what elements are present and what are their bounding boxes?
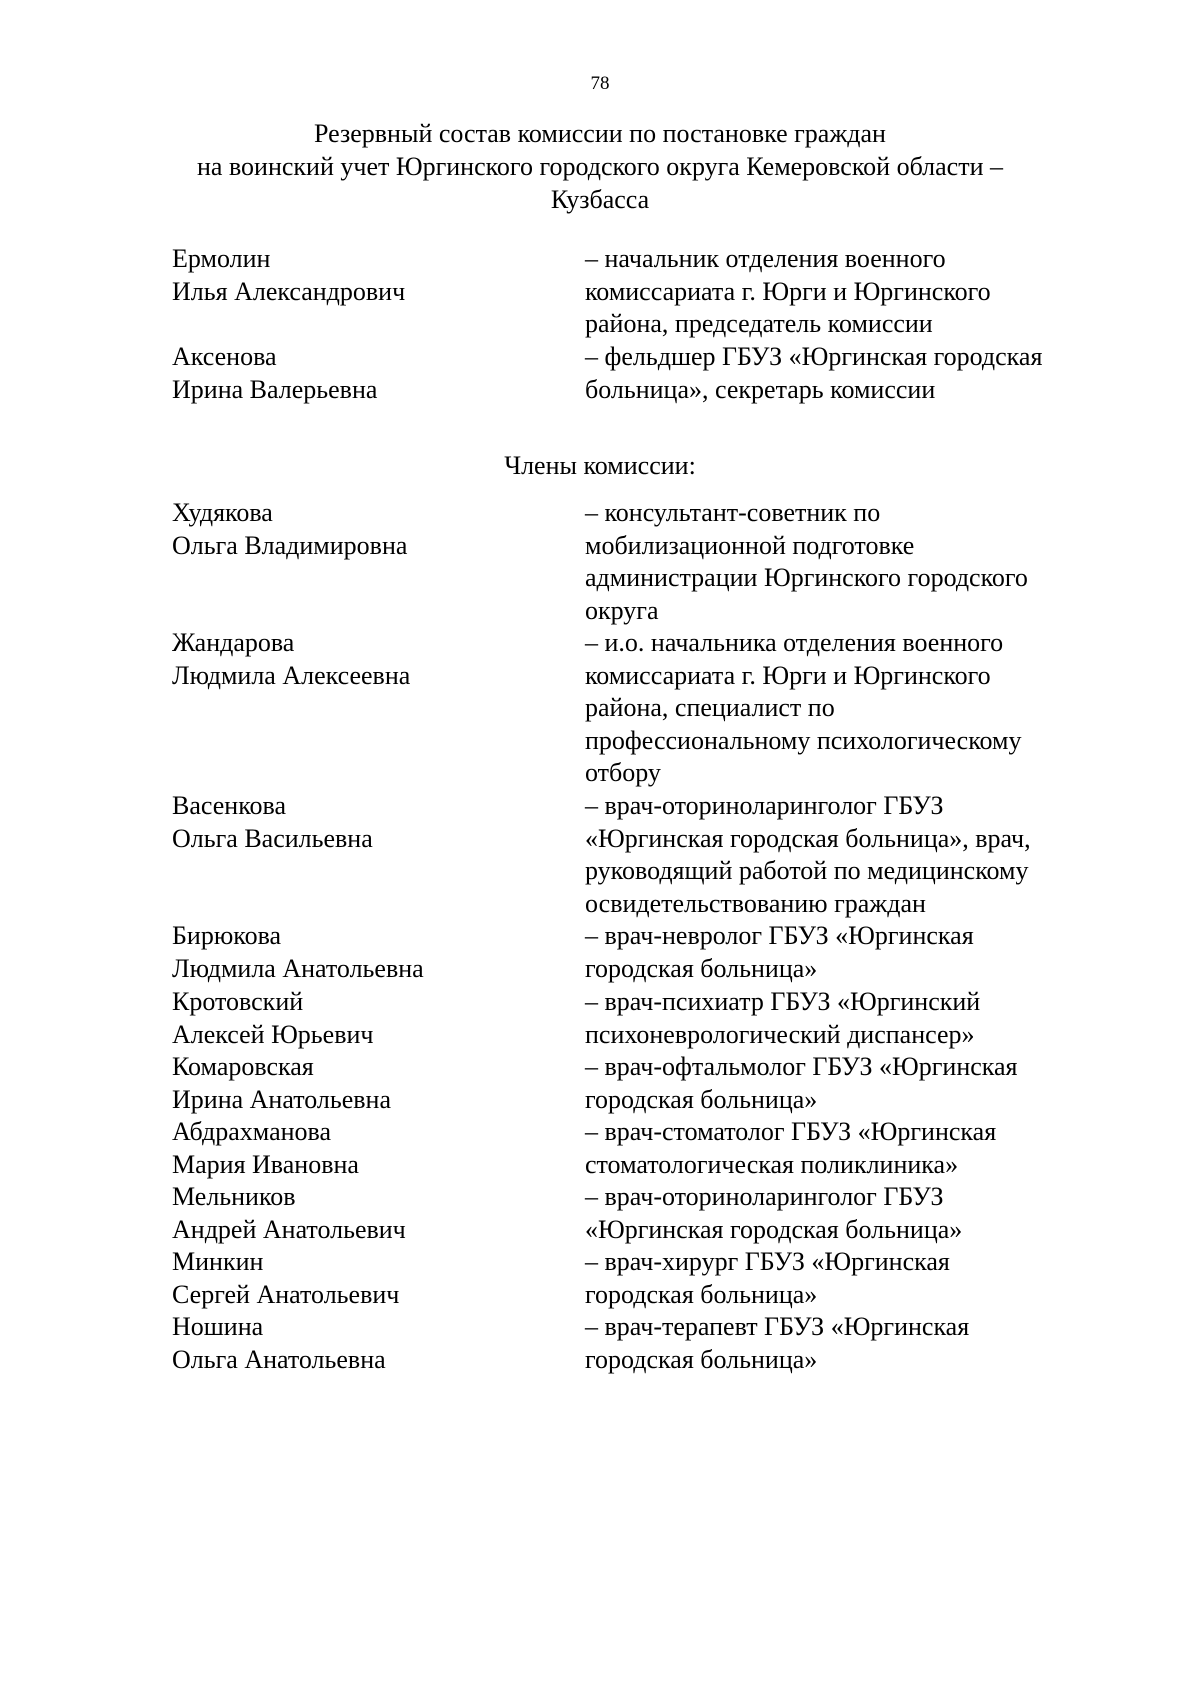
- person-role: [585, 1116, 1105, 1181]
- role-line: – врач-стоматолог ГБУЗ «Юргинская: [585, 1117, 997, 1146]
- role-line: городская больница»: [585, 1279, 818, 1309]
- person-role: [585, 920, 1105, 985]
- person-name: [172, 986, 572, 1051]
- person-role: [585, 243, 1105, 341]
- role-line: – врач-терапевт ГБУЗ «Юргинская: [585, 1312, 970, 1341]
- role-line: городская больница»: [585, 953, 818, 983]
- role-line: профессиональному психологическому: [585, 725, 1022, 755]
- role-line: «Юргинская городская больница»: [585, 1214, 963, 1244]
- role-line: – врач-невролог ГБУЗ «Юргинская: [585, 921, 974, 950]
- person-role: [585, 1246, 1105, 1311]
- surname: Аксенова: [172, 342, 277, 371]
- person-name: [172, 341, 572, 406]
- title-line: на воинский учет Юргинского городского округа Кемеровской области –: [197, 152, 1003, 181]
- given-names: Мария Ивановна: [172, 1149, 359, 1179]
- surname: Мельников: [172, 1182, 296, 1211]
- person-name: [172, 920, 572, 985]
- surname: Жандарова: [172, 628, 295, 657]
- title-line: Резервный состав комиссии по постановке граждан: [314, 119, 886, 148]
- role-line: городская больница»: [585, 1084, 818, 1114]
- person-name: [172, 1116, 572, 1181]
- role-line: больница», секретарь комиссии: [585, 374, 936, 404]
- surname: Кротовский: [172, 987, 304, 1016]
- person-role: [585, 497, 1105, 627]
- surname: Худякова: [172, 498, 273, 527]
- page-number: 78: [590, 73, 610, 94]
- given-names: Илья Александрович: [172, 276, 406, 306]
- person-role: [585, 341, 1105, 406]
- given-names: Людмила Алексеевна: [172, 660, 411, 690]
- document-title: [150, 117, 1050, 216]
- members-heading: Члены комиссии:: [504, 451, 696, 480]
- given-names: Андрей Анатольевич: [172, 1214, 406, 1244]
- role-line: – и.о. начальника отделения военного: [585, 628, 1004, 657]
- person-name: [172, 790, 572, 855]
- role-line: отбору: [585, 758, 661, 788]
- given-names: Сергей Анатольевич: [172, 1279, 400, 1309]
- title-line: Кузбасса: [550, 185, 650, 214]
- role-line: мобилизационной подготовке: [585, 530, 915, 560]
- person-name: [172, 243, 572, 308]
- person-name: [172, 1181, 572, 1246]
- role-line: – врач-оториноларинголог ГБУЗ: [585, 1182, 944, 1211]
- person-name: [172, 497, 572, 562]
- surname: Комаровская: [172, 1052, 314, 1081]
- role-line: комиссариата г. Юрги и Юргинского: [585, 660, 991, 690]
- given-names: Ирина Анатольевна: [172, 1084, 391, 1114]
- role-line: руководящий работой по медицинскому: [585, 856, 1029, 886]
- given-names: Людмила Анатольевна: [172, 953, 424, 983]
- role-line: – начальник отделения военного: [585, 244, 946, 273]
- given-names: Ольга Анатольевна: [172, 1344, 386, 1374]
- given-names: Алексей Юрьевич: [172, 1019, 374, 1049]
- person-role: [585, 1181, 1105, 1246]
- person-name: [172, 1051, 572, 1116]
- role-line: округа: [585, 595, 659, 625]
- role-line: – врач-хирург ГБУЗ «Юргинская: [585, 1247, 950, 1276]
- role-line: освидетельствованию граждан: [585, 888, 926, 918]
- role-line: – врач-психиатр ГБУЗ «Юргинский: [585, 987, 981, 1016]
- person-role: [585, 1311, 1105, 1376]
- role-line: района, председатель комиссии: [585, 309, 933, 339]
- surname: Ношина: [172, 1312, 264, 1341]
- person-name: [172, 1311, 572, 1376]
- role-line: – консультант-советник по: [585, 498, 881, 527]
- given-names: Ольга Владимировна: [172, 530, 408, 560]
- role-line: района, специалист по: [585, 693, 835, 723]
- person-role: [585, 627, 1105, 790]
- role-line: администрации Юргинского городского: [585, 563, 1028, 593]
- role-line: – фельдшер ГБУЗ «Юргинская городская: [585, 342, 1043, 371]
- person-name: [172, 1246, 572, 1311]
- person-role: [585, 790, 1105, 920]
- surname: Васенкова: [172, 791, 286, 820]
- role-line: городская больница»: [585, 1344, 818, 1374]
- surname: Минкин: [172, 1247, 264, 1276]
- role-line: «Юргинская городская больница», врач,: [585, 823, 1031, 853]
- role-line: – врач-офтальмолог ГБУЗ «Юргинская: [585, 1052, 1018, 1081]
- given-names: Ольга Васильевна: [172, 823, 373, 853]
- role-line: стоматологическая поликлиника»: [585, 1149, 959, 1179]
- surname: Ермолин: [172, 244, 271, 273]
- surname: Абдрахманова: [172, 1117, 332, 1146]
- person-name: [172, 627, 572, 692]
- person-role: [585, 1051, 1105, 1116]
- given-names: Ирина Валерьевна: [172, 374, 378, 404]
- role-line: – врач-оториноларинголог ГБУЗ: [585, 791, 944, 820]
- person-role: [585, 986, 1105, 1051]
- role-line: комиссариата г. Юрги и Юргинского: [585, 276, 991, 306]
- role-line: психоневрологический диспансер»: [585, 1019, 975, 1049]
- surname: Бирюкова: [172, 921, 282, 950]
